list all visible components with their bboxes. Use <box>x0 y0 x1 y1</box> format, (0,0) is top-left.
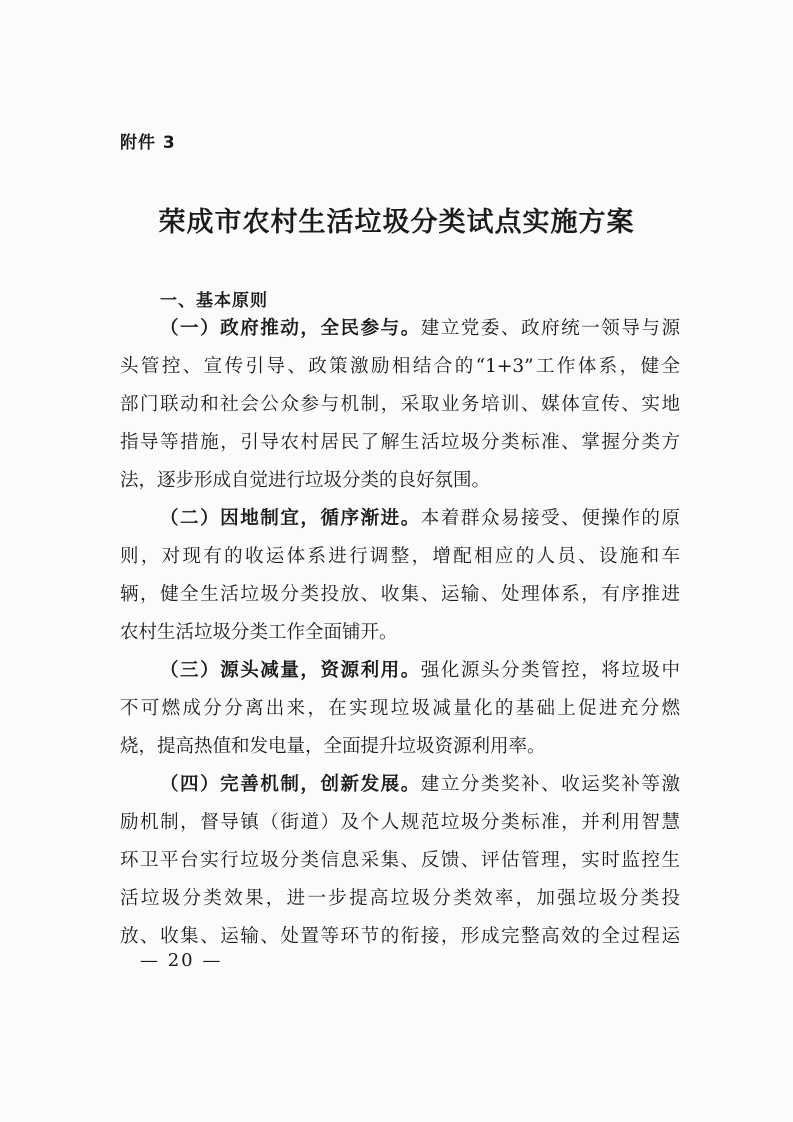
paragraph-line: 励机制，督导镇（街道）及个人规范垃圾分类标准，并利用智慧 <box>120 812 680 833</box>
paragraph-line: 活垃圾分类效果，进一步提高垃圾分类效率，加强垃圾分类投 <box>120 888 680 909</box>
paragraph-line: 头管控、宣传引导、政策激励相结合的“1+3”工作体系，健全 <box>120 356 680 377</box>
paragraph-2 <box>120 500 680 652</box>
attachment-label: 附件 3 <box>120 133 176 153</box>
paragraph-line <box>120 652 680 690</box>
paragraph-text: 本着群众易接受、便操作的原 <box>420 508 680 529</box>
paragraph-line <box>120 766 680 804</box>
section-heading: 一、基本原则 <box>160 291 268 311</box>
paragraph-line: 农村生活垃圾分类工作全面铺开。 <box>120 622 398 643</box>
paragraph-lead: （一）政府推动，全民参与。 <box>160 318 421 339</box>
paragraph-line: 则，对现有的收运体系进行调整，增配相应的人员、设施和车 <box>120 546 680 567</box>
paragraph-lead: （三）源头减量，资源利用。 <box>160 660 421 681</box>
paragraph-text: 强化源头分类管控，将垃圾中 <box>420 660 680 681</box>
paragraph-line: 部门联动和社会公众参与机制，采取业务培训、媒体宣传、实地 <box>120 394 680 415</box>
page-number: — 20 — <box>140 950 223 971</box>
document-title: 荣成市农村生活垃圾分类试点实施方案 <box>158 207 635 238</box>
paragraph-line <box>120 500 680 538</box>
paragraph-line: 烧，提高热值和发电量，全面提升垃圾资源利用率。 <box>120 736 546 757</box>
paragraph-line: 放、收集、运输、处置等环节的衔接，形成完整高效的全过程运 <box>120 926 680 947</box>
paragraph-text: 建立分类奖补、收运奖补等激 <box>420 774 680 795</box>
paragraph-text: 建立党委、政府统一领导与源 <box>420 318 680 339</box>
paragraph-lead: （二）因地制宜，循序渐进。 <box>160 508 421 529</box>
paragraph-line: 不可燃成分分离出来，在实现垃圾减量化的基础上促进充分燃 <box>120 698 680 719</box>
paragraph-line: 辆，健全生活垃圾分类投放、收集、运输、处理体系，有序推进 <box>120 584 680 605</box>
paragraph-1 <box>120 310 680 500</box>
paragraph-3 <box>120 652 680 766</box>
paragraph-line: 指导等措施，引导农村居民了解生活垃圾分类标准、掌握分类方 <box>120 432 680 453</box>
paragraph-lead: （四）完善机制，创新发展。 <box>160 774 421 795</box>
paragraph-line <box>120 310 680 348</box>
paragraph-4 <box>120 766 680 956</box>
paragraph-line: 法，逐步形成自觉进行垃圾分类的良好氛围。 <box>120 470 491 491</box>
paragraph-line: 环卫平台实行垃圾分类信息采集、反馈、评估管理，实时监控生 <box>120 850 680 871</box>
